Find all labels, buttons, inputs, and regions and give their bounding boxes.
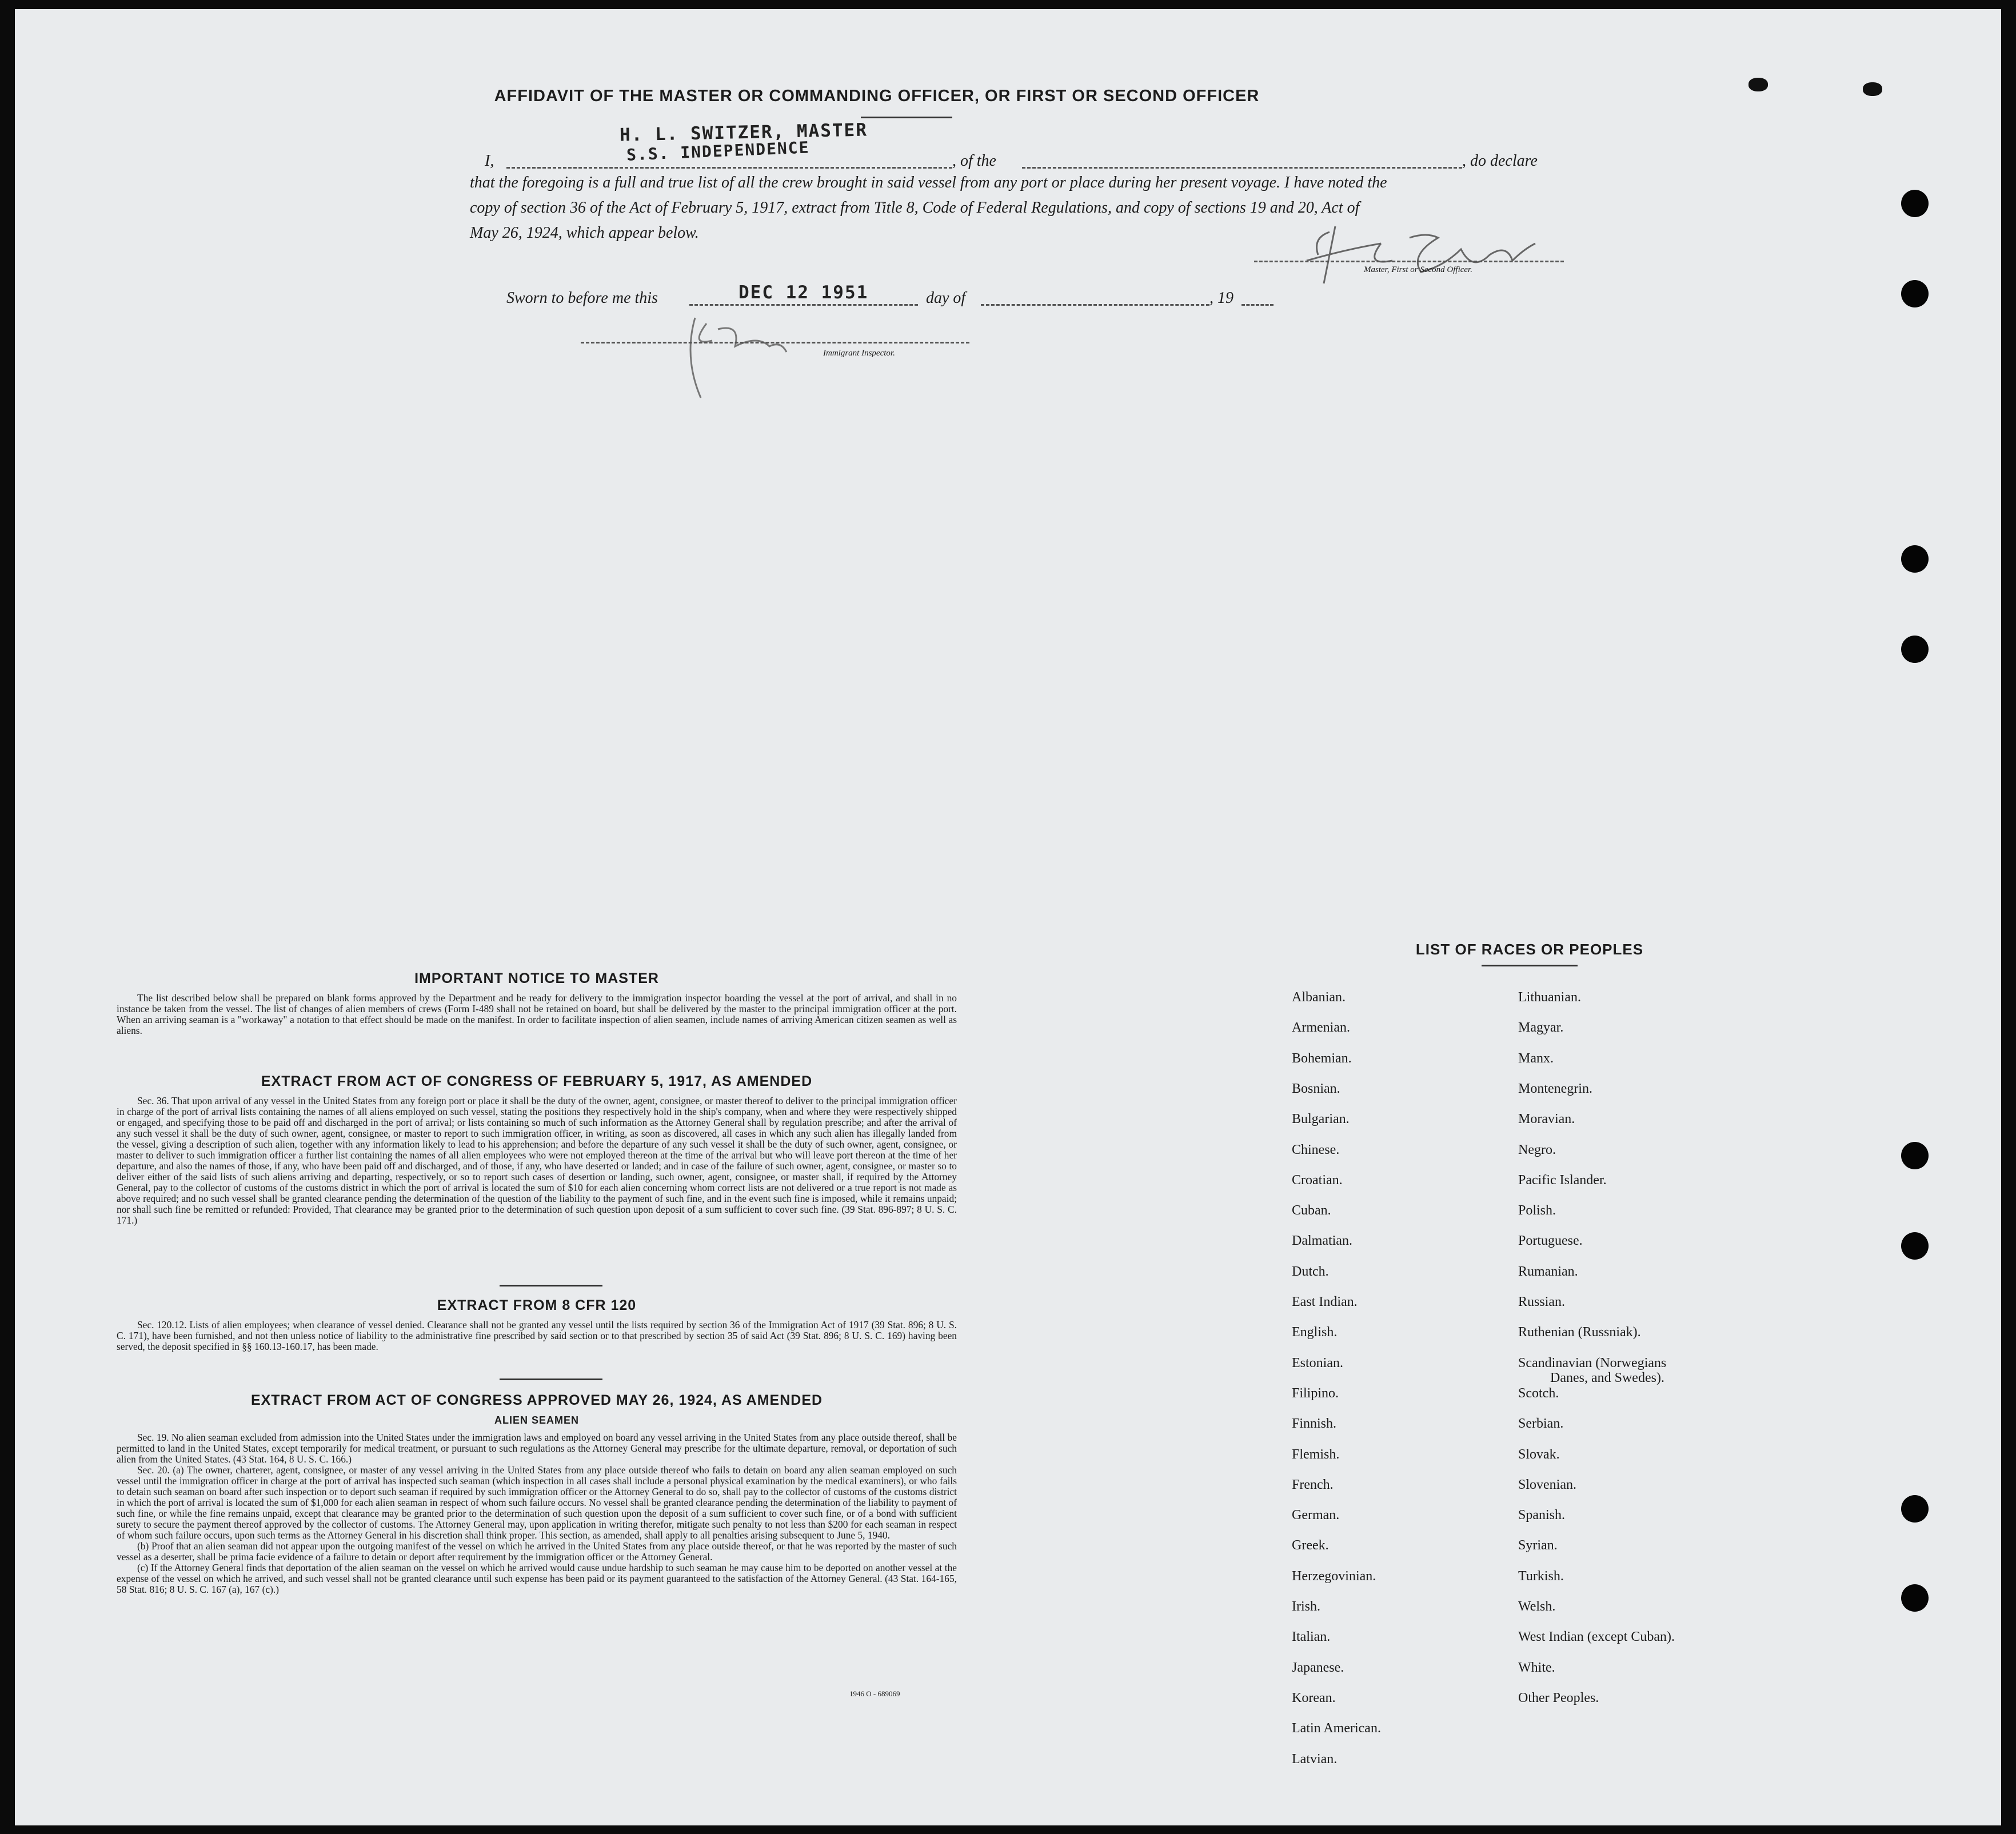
- alien-seamen-subtitle: ALIEN SEAMEN: [494, 1415, 579, 1426]
- race-item: Scotch.: [1518, 1385, 1559, 1401]
- race-item: French.: [1292, 1477, 1334, 1492]
- race-item: German.: [1292, 1508, 1340, 1523]
- inspector-signature: [672, 306, 798, 403]
- race-item: Japanese.: [1292, 1660, 1344, 1675]
- race-item: Syrian.: [1518, 1538, 1558, 1553]
- race-item: Lithuanian.: [1518, 990, 1581, 1005]
- race-item: Finnish.: [1292, 1416, 1337, 1432]
- race-item: Manx.: [1518, 1050, 1554, 1066]
- race-item: Bulgarian.: [1292, 1112, 1350, 1127]
- extract-1917-body: Sec. 36. That upon arrival of any vessel in the United States from any foreign port or place it shall be the duty of the owner, agent, consignee, or master thereof to deliver to the principal immigration officer in charge of the port of arrival lists containing the names of all aliens employed on such vessel, stating the positions they respectively hold in the ship's company, when and where they were respectively shipped or engaged, and specifying those to be paid off and discharged in the port of arrival; or lists containing so much of such information as the Attorney General shall by regulation prescribe; and after the arrival of any such vessel it shall be the duty of such owner, agent, consignee, or master to report to such immigration officer, in writing, as soon as discovered, all cases in which any such alien has illegally landed from the vessel, giving a description of such alien, together with any information likely to lead to his apprehension; and before the departure of any such vessel it shall be the duty of such owner, agent, consignee, or master to deliver to such immigration officer a further list containing the names of all alien employees who were not employed thereon at the time of the arrival but who will leave port thereon at the time of her departure, and also the names of those, if any, who have been paid off and discharged, and of those, if any, who have deserted or landed; and in case of the failure of such owner, agent, consignee, or master so to deliver either of the said lists of such aliens arriving and departing, respectively, or so to report such cases of desertion or landing, such owner, agent, consignee, or master shall, if required by the Attorney General, pay to the collector of customs of the customs district in which the port of arrival is located the sum of $10 for each alien concerning whom correct lists are not delivered or a true report is not made as above required; and no such vessel shall be granted clearance pending the determination of the question of the liability to the payment of such fine, and in the event such fine is imposed, while it remains unpaid; nor shall such fine be remitted or refunded: Provided, That clearance may be granted prior to the determination of such question upon deposit of a sum sufficient to cover such fine. (39 Stat. 896-897; 8 U. S. C. 171.): [117, 1095, 957, 1226]
- do-declare-text: , do declare: [1462, 152, 1538, 170]
- race-item: Scandinavian (Norwegians: [1518, 1355, 1667, 1370]
- punch-hole: [1901, 280, 1929, 307]
- race-item: West Indian (except Cuban).: [1518, 1629, 1675, 1645]
- punch-hole: [1901, 190, 1929, 217]
- inspector-signature-line: [581, 342, 969, 343]
- race-item: Pacific Islander.: [1518, 1172, 1607, 1188]
- race-item: Armenian.: [1292, 1020, 1350, 1036]
- master-signature: [1295, 221, 1558, 295]
- race-item: Danes, and Swedes).: [1550, 1370, 1664, 1385]
- sworn-date-stamp: DEC 12 1951: [738, 282, 869, 303]
- punch-hole: [1901, 545, 1929, 573]
- race-item: Russian.: [1518, 1294, 1566, 1309]
- print-code: 1946 O - 689069: [849, 1689, 900, 1698]
- race-item: Montenegrin.: [1518, 1081, 1592, 1096]
- statement-line: copy of section 36 of the Act of February 5, 1917, extract from Title 8, Code of Federal Regulations, and copy of sections 19 and 20, Act of: [470, 199, 1360, 217]
- race-item: Latin American.: [1292, 1721, 1381, 1736]
- race-item: Chinese.: [1292, 1142, 1340, 1157]
- races-title: LIST OF RACES OR PEOPLES: [1415, 941, 1644, 958]
- declarant-name-line: [506, 167, 952, 169]
- race-item: Spanish.: [1518, 1508, 1566, 1523]
- races-title-underline: [1482, 965, 1578, 966]
- race-item: Bosnian.: [1292, 1081, 1340, 1096]
- race-item: Dalmatian.: [1292, 1233, 1352, 1249]
- sec-20a-text: Sec. 20. (a) The owner, charterer, agent, consignee, or master of any vessel arriving in the United States from any place outside thereof who fails to detain on board any alien seaman employed on such vessel until the immigration officer in charge at the port of arrival has inspected such seaman (which inspection in all cases shall include a personal physical examination by the medical examiners), or who fails to detain such seaman on board after such inspection or to deport such seaman if required by such immigration officer or the Attorney General to do so, shall pay to the collector of customs of the customs district in which the port of arrival is located the sum of $1,000 for each alien seaman in respect of whom such failure occurs. No vessel shall be granted clearance pending the determination of the liability to payment of such fine, or while the fine remains unpaid, except that clearance may be granted prior to the determination of such question upon the deposit of a sum sufficient to cover such fine, or of a bond with sufficient surety to secure the payment thereof approved by the collector of customs. The Attorney General may, upon application in writing therefor, mitigate such penalty to not less than $200 for each seaman in respect of whom such failure occurs, upon such terms as the Attorney General in his discretion shall think proper. This section, as amended, shall apply to all penalties arising subsequent to June 5, 1940.: [117, 1464, 957, 1541]
- race-item: Bohemian.: [1292, 1050, 1352, 1066]
- race-item: Other Peoples.: [1518, 1690, 1599, 1705]
- sec-19-text: Sec. 19. No alien seaman excluded from admission into the United States under the immigration laws and employed on board any vessel arriving in the United States from any place outside thereof, shall be permitted to land in the United States, except temporarily for medical treatment, or pursuant to such regulations as the Attorney General may prescribe for the ultimate departure, removal, or deportation of such alien from the United States. (43 Stat. 164, 8 U. S. C. 166.): [117, 1432, 957, 1465]
- race-item: Korean.: [1292, 1690, 1336, 1705]
- section-divider: [500, 1285, 602, 1286]
- race-item: Serbian.: [1518, 1416, 1564, 1432]
- race-item: Portuguese.: [1518, 1233, 1583, 1249]
- race-item: Magyar.: [1518, 1020, 1564, 1036]
- punch-hole: [1901, 1232, 1929, 1260]
- notice-section: [117, 970, 957, 1036]
- statement-line: May 26, 1924, which appear below.: [470, 224, 699, 242]
- race-item: White.: [1518, 1660, 1555, 1675]
- sworn-month-line: [981, 304, 1209, 306]
- race-item: Italian.: [1292, 1629, 1331, 1645]
- punch-hole: [1901, 1584, 1929, 1612]
- race-item: Welsh.: [1518, 1599, 1556, 1614]
- race-item: Slovak.: [1518, 1447, 1560, 1462]
- notice-title: IMPORTANT NOTICE TO MASTER: [414, 970, 659, 986]
- extract-cfr-title: EXTRACT FROM 8 CFR 120: [437, 1297, 637, 1313]
- race-item: Rumanian.: [1518, 1264, 1578, 1279]
- notice-body: The list described below shall be prepared on blank forms approved by the Department and be ready for delivery to the immigration inspector boarding the vessel at the port of arrival, and shall in no instance be taken from the vessel. The list of changes of alien members of crews (Form I-489 shall not be retained on board, but shall be delivered by the master to the principal immigration officer at the port. When an arriving seaman is a "workaway" a notation to that effect should be made on the manifest. In order to facilitate inspection of alien seamen, include names of arriving American citizen seamen as well as aliens.: [117, 992, 957, 1036]
- master-name-stamp: H. L. SWITZER, MASTER: [619, 119, 868, 146]
- punch-hole: [1901, 636, 1929, 663]
- of-the-text: , of the: [952, 152, 996, 170]
- ink-speck: [1748, 78, 1768, 91]
- race-item: Filipino.: [1292, 1385, 1339, 1401]
- sworn-date-line: [689, 304, 918, 306]
- sworn-year-line: [1241, 304, 1274, 306]
- race-item: Negro.: [1518, 1142, 1556, 1157]
- race-item: East Indian.: [1292, 1294, 1358, 1309]
- race-item: Flemish.: [1292, 1447, 1340, 1462]
- affidavit-title: AFFIDAVIT OF THE MASTER OR COMMANDING OFFICER, OR FIRST OR SECOND OFFICER: [494, 87, 1260, 105]
- race-item: Slovenian.: [1518, 1477, 1576, 1492]
- officer-caption: Master, First or Second Officer.: [1364, 265, 1472, 274]
- extract-1924-title: EXTRACT FROM ACT OF CONGRESS APPROVED MAY 26, 1924, AS AMENDED: [250, 1392, 823, 1408]
- punch-hole: [1901, 1495, 1929, 1523]
- sec-20c-text: (c) If the Attorney General finds that deportation of the alien seaman on the vessel on which he arrived would cause undue hardship to such seaman he may cause him to be deported on another vessel at the expense of the vessel on which he arrived, and such vessel shall not be granted clearance until such expense has been paid or its payment guaranteed to the satisfaction of the Attorney General. (43 Stat. 164-165, 58 Stat. 816; 8 U. S. C. 167 (a), 167 (c).): [117, 1562, 957, 1595]
- sec-20b-text: (b) Proof that an alien seaman did not appear upon the outgoing manifest of the vessel on which he arrived in the United States from any place outside thereof, or that he was reported by the master of such vessel as a deserter, shall be prima facie evidence of a failure to detain or deport after requirement by the immigration officer or the Attorney General.: [117, 1540, 957, 1563]
- extract-1924-section: [117, 1392, 957, 1595]
- race-item: English.: [1292, 1325, 1338, 1340]
- statement-line: that the foregoing is a full and true list of all the crew brought in said vessel from any port or place during her present voyage. I have noted the: [470, 174, 1387, 191]
- declarant-prefix: I,: [485, 152, 494, 170]
- race-item: Croatian.: [1292, 1172, 1343, 1188]
- race-item: Turkish.: [1518, 1568, 1564, 1584]
- ink-speck: [1863, 82, 1882, 96]
- document-page: [15, 9, 2001, 1825]
- race-item: Ruthenian (Russniak).: [1518, 1325, 1641, 1340]
- race-item: Moravian.: [1518, 1112, 1575, 1127]
- race-item: Greek.: [1292, 1538, 1329, 1553]
- race-item: Dutch.: [1292, 1264, 1329, 1279]
- race-item: Estonian.: [1292, 1355, 1343, 1370]
- vessel-line: [1022, 167, 1462, 169]
- sworn-prefix: Sworn to before me this: [506, 289, 658, 307]
- extract-1917-title: EXTRACT FROM ACT OF CONGRESS OF FEBRUARY 5, 1917, AS AMENDED: [261, 1073, 813, 1089]
- race-item: Latvian.: [1292, 1751, 1338, 1767]
- extract-cfr-section: [117, 1297, 957, 1352]
- sworn-year-text: , 19: [1209, 289, 1233, 307]
- officer-signature-line: [1254, 261, 1564, 262]
- section-divider: [500, 1379, 602, 1380]
- title-underline: [861, 117, 952, 118]
- sworn-day-text: day of: [926, 289, 966, 307]
- race-item: Cuban.: [1292, 1203, 1331, 1218]
- extract-cfr-body: Sec. 120.12. Lists of alien employees; when clearance of vessel denied. Clearance shall not be granted any vessel until the lists required by section 36 of the Immigration Act of 1917 (39 Stat. 896; 8 U. S. C. 171), have been furnished, and not then unless notice of liability to the administrative fine prescribed by said section or to that prescribed by section 35 of said Act (39 Stat. 896; 8 U. S. C. 169) having been served, the deposit specified in §§ 160.13-160.17, has been made.: [117, 1319, 957, 1352]
- race-item: Irish.: [1292, 1599, 1320, 1614]
- race-item: Herzegovinian.: [1292, 1568, 1376, 1584]
- extract-1917-section: [117, 1073, 957, 1226]
- vessel-name-stamp: S.S. INDEPENDENCE: [626, 138, 811, 165]
- race-item: Albanian.: [1292, 990, 1346, 1005]
- inspector-caption: Immigrant Inspector.: [823, 349, 895, 358]
- punch-hole: [1901, 1142, 1929, 1169]
- race-item: Polish.: [1518, 1203, 1556, 1218]
